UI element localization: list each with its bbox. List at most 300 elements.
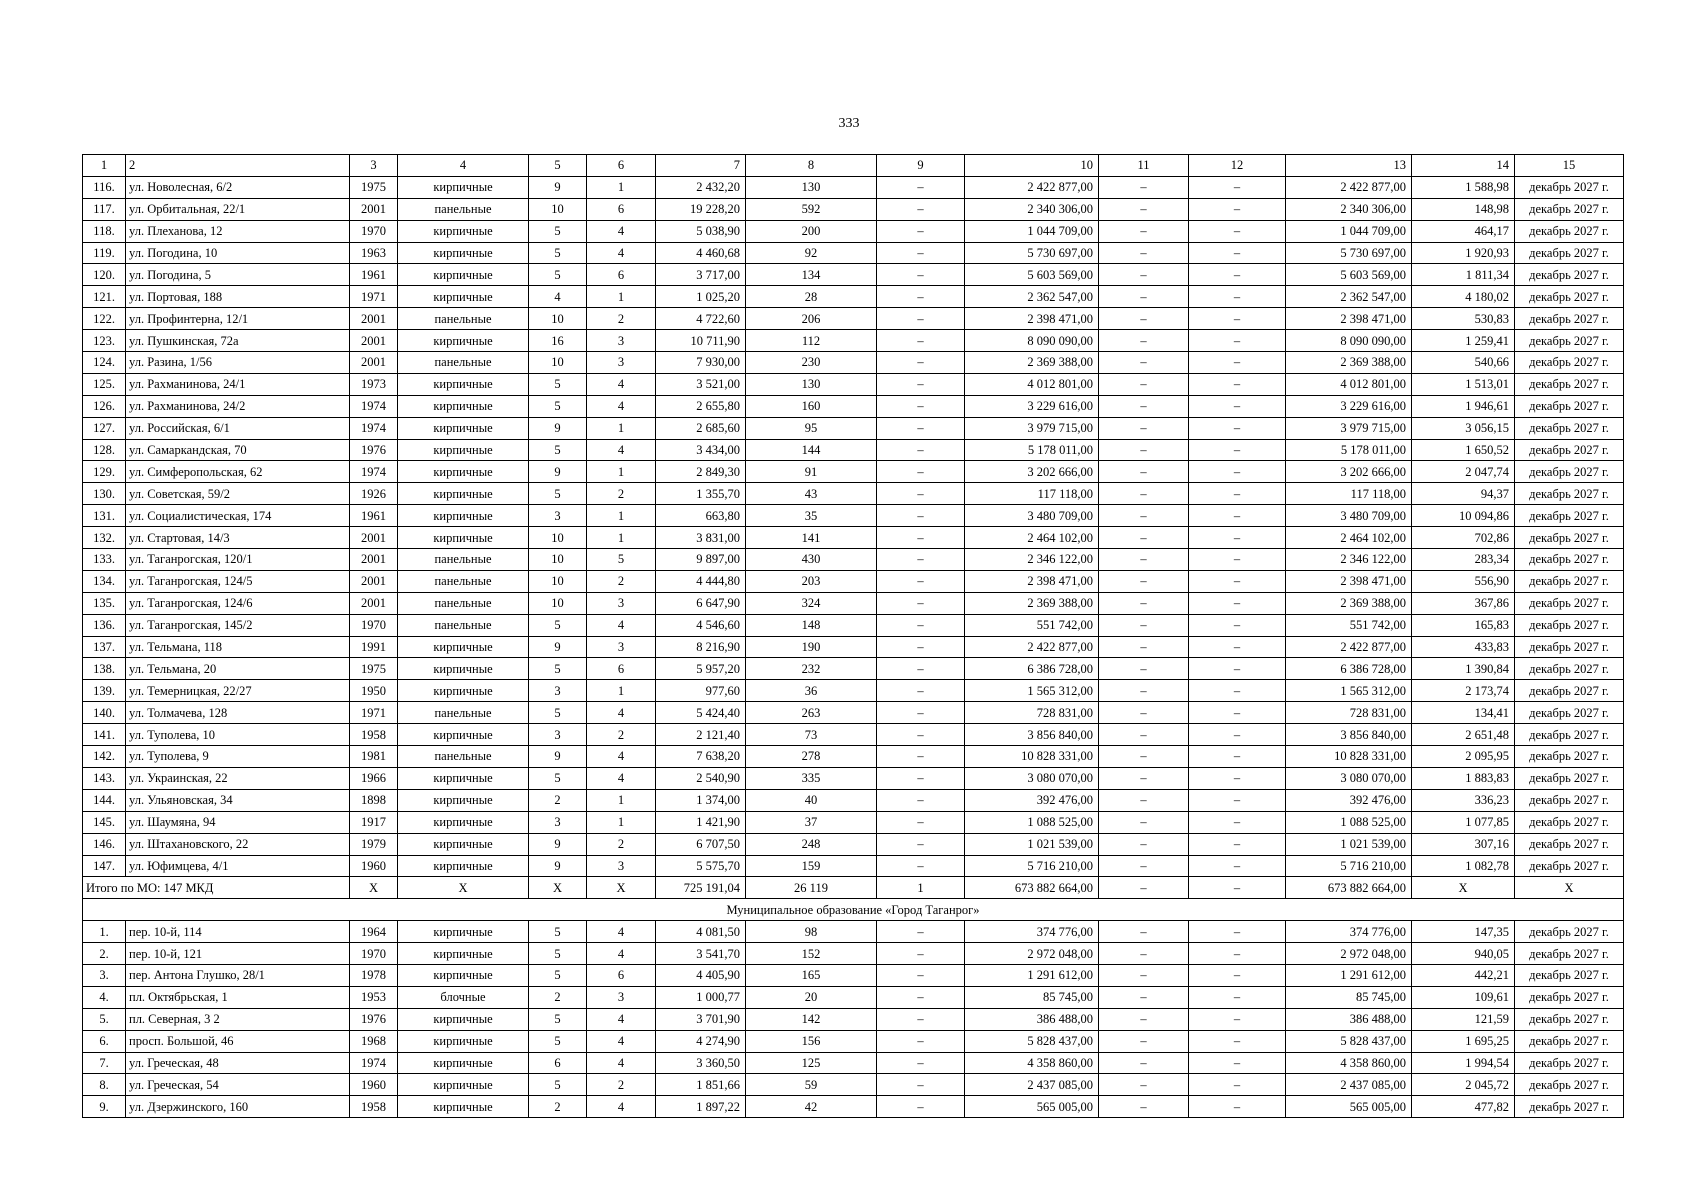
table-cell: декабрь 2027 г. <box>1515 505 1624 527</box>
table-cell: 3 831,00 <box>656 527 746 549</box>
table-cell: 2 422 877,00 <box>1286 176 1412 198</box>
table-row <box>83 658 1624 680</box>
table-cell: 5 038,90 <box>656 220 746 242</box>
table-cell: 5 <box>529 155 587 177</box>
table-cell: ул. Дзержинского, 160 <box>126 1096 350 1118</box>
table-cell: ул. Юфимцева, 4/1 <box>126 855 350 877</box>
table-cell: 2 095,95 <box>1412 746 1515 768</box>
table-cell: 1 <box>587 505 656 527</box>
table-cell: 1 421,90 <box>656 811 746 833</box>
table-cell: 4 <box>587 1030 656 1052</box>
table-cell: 128. <box>83 439 126 461</box>
table-cell: 2 173,74 <box>1412 680 1515 702</box>
table-cell: 1 000,77 <box>656 986 746 1008</box>
table-cell: 120. <box>83 264 126 286</box>
table-cell: 7 930,00 <box>656 352 746 374</box>
table-cell: – <box>877 746 965 768</box>
table-cell: 4 546,60 <box>656 614 746 636</box>
table-cell: 132. <box>83 527 126 549</box>
table-cell: 386 488,00 <box>1286 1008 1412 1030</box>
table-cell: 5 603 569,00 <box>1286 264 1412 286</box>
table-cell: ул. Греческая, 54 <box>126 1074 350 1096</box>
table-cell: 206 <box>746 308 877 330</box>
table-cell: 5 <box>587 549 656 571</box>
table-cell: декабрь 2027 г. <box>1515 461 1624 483</box>
table-cell: 10 828 331,00 <box>965 746 1099 768</box>
table-cell: – <box>1189 220 1286 242</box>
table-cell: ул. Таганрогская, 124/5 <box>126 570 350 592</box>
table-cell: 4 358 860,00 <box>965 1052 1099 1074</box>
table-cell: X <box>398 877 529 899</box>
table-cell: декабрь 2027 г. <box>1515 680 1624 702</box>
table-cell: 91 <box>746 461 877 483</box>
table-cell: – <box>1099 789 1189 811</box>
table-cell: 940,05 <box>1412 943 1515 965</box>
table-cell: 1 811,34 <box>1412 264 1515 286</box>
table-cell: 130 <box>746 176 877 198</box>
table-cell: 2 369 388,00 <box>1286 592 1412 614</box>
table-cell: 1976 <box>350 439 398 461</box>
table-cell: 3 480 709,00 <box>1286 505 1412 527</box>
table-cell: – <box>877 964 965 986</box>
table-cell: 131. <box>83 505 126 527</box>
table-cell: 43 <box>746 483 877 505</box>
table-cell: – <box>1189 264 1286 286</box>
table-cell: X <box>1412 877 1515 899</box>
table-cell: 13 <box>1286 155 1412 177</box>
table-cell: – <box>1099 395 1189 417</box>
table-cell: 144 <box>746 439 877 461</box>
table-cell: 2 972 048,00 <box>1286 943 1412 965</box>
table-cell: – <box>1099 1008 1189 1030</box>
table-cell: кирпичные <box>398 811 529 833</box>
table-cell: – <box>1189 724 1286 746</box>
table-cell: 1974 <box>350 1052 398 1074</box>
table-cell: 5 <box>529 373 587 395</box>
table-cell: – <box>877 395 965 417</box>
table-cell: – <box>877 1030 965 1052</box>
table-cell: декабрь 2027 г. <box>1515 964 1624 986</box>
table-cell: – <box>877 220 965 242</box>
table-cell: декабрь 2027 г. <box>1515 702 1624 724</box>
table-cell: 7. <box>83 1052 126 1074</box>
table-cell: 1 291 612,00 <box>1286 964 1412 986</box>
table-cell: 3 <box>350 155 398 177</box>
table-cell: 5 <box>529 242 587 264</box>
table-row <box>83 1008 1624 1030</box>
table-cell: 1963 <box>350 242 398 264</box>
table-cell: 3 434,00 <box>656 439 746 461</box>
table-cell: – <box>1099 658 1189 680</box>
table-cell: пер. 10-й, 121 <box>126 943 350 965</box>
table-cell: 2 464 102,00 <box>965 527 1099 549</box>
table-cell: – <box>1189 964 1286 986</box>
table-cell: 2 464 102,00 <box>1286 527 1412 549</box>
table-cell: – <box>1099 198 1189 220</box>
table-cell: кирпичные <box>398 1030 529 1052</box>
table-row <box>83 483 1624 505</box>
table-cell: 9 <box>529 855 587 877</box>
table-cell: ул. Разина, 1/56 <box>126 352 350 374</box>
table-cell: декабрь 2027 г. <box>1515 570 1624 592</box>
table-cell: 1971 <box>350 286 398 308</box>
table-cell: 2001 <box>350 352 398 374</box>
table-cell: 5 <box>529 264 587 286</box>
table-cell: кирпичные <box>398 680 529 702</box>
table-cell: 2 398 471,00 <box>965 570 1099 592</box>
table-cell: 392 476,00 <box>965 789 1099 811</box>
table-cell: 136. <box>83 614 126 636</box>
table-cell: 2 <box>529 1096 587 1118</box>
table-row <box>83 636 1624 658</box>
table-cell: 10 094,86 <box>1412 505 1515 527</box>
table-cell: 1991 <box>350 636 398 658</box>
table-cell: 430 <box>746 549 877 571</box>
table-cell: 324 <box>746 592 877 614</box>
table-cell: – <box>1189 461 1286 483</box>
table-cell: 1 851,66 <box>656 1074 746 1096</box>
table-cell: – <box>1189 746 1286 768</box>
table-cell: панельные <box>398 549 529 571</box>
table-cell: декабрь 2027 г. <box>1515 592 1624 614</box>
table-cell: – <box>1189 789 1286 811</box>
table-cell: 122. <box>83 308 126 330</box>
table-cell: ул. Симферопольская, 62 <box>126 461 350 483</box>
table-cell: кирпичные <box>398 505 529 527</box>
table-cell: 1 <box>83 155 126 177</box>
table-cell: – <box>1189 1096 1286 1118</box>
table-cell: 2 346 122,00 <box>1286 549 1412 571</box>
table-cell: – <box>1189 373 1286 395</box>
table-row <box>83 746 1624 768</box>
table-cell: – <box>1099 373 1189 395</box>
table-cell: 144. <box>83 789 126 811</box>
table-cell: 1973 <box>350 373 398 395</box>
table-cell: 119. <box>83 242 126 264</box>
table-cell: 14 <box>1412 155 1515 177</box>
table-cell: 35 <box>746 505 877 527</box>
table-cell: 137. <box>83 636 126 658</box>
table-cell: 2001 <box>350 549 398 571</box>
table-cell: 551 742,00 <box>1286 614 1412 636</box>
table-cell: 6 386 728,00 <box>1286 658 1412 680</box>
table-cell: – <box>1099 461 1189 483</box>
table-cell: декабрь 2027 г. <box>1515 242 1624 264</box>
table-cell: 5 <box>529 1074 587 1096</box>
table-cell: 592 <box>746 198 877 220</box>
table-cell: 1 044 709,00 <box>1286 220 1412 242</box>
table-row <box>83 789 1624 811</box>
table-cell: 2 437 085,00 <box>965 1074 1099 1096</box>
table-cell: 10 <box>529 308 587 330</box>
table-cell: 1970 <box>350 943 398 965</box>
table-cell: 2 <box>587 724 656 746</box>
table-cell: 4. <box>83 986 126 1008</box>
table-cell: 5 178 011,00 <box>1286 439 1412 461</box>
table-row <box>83 592 1624 614</box>
table-cell: панельные <box>398 746 529 768</box>
table-cell: кирпичные <box>398 1008 529 1030</box>
table-cell: 4 012 801,00 <box>965 373 1099 395</box>
table-cell: – <box>1189 549 1286 571</box>
table-cell: – <box>1189 330 1286 352</box>
table-cell: панельные <box>398 570 529 592</box>
table-cell: X <box>1515 877 1624 899</box>
table-cell: 1 588,98 <box>1412 176 1515 198</box>
table-cell: 4 <box>587 220 656 242</box>
table-cell: 7 <box>656 155 746 177</box>
table-cell: – <box>1189 680 1286 702</box>
table-cell: – <box>877 527 965 549</box>
table-cell: 5 <box>529 483 587 505</box>
table-cell: – <box>877 417 965 439</box>
table-cell: декабрь 2027 г. <box>1515 855 1624 877</box>
table-cell: 5 828 437,00 <box>1286 1030 1412 1052</box>
table-cell: 98 <box>746 921 877 943</box>
table-cell: 2001 <box>350 330 398 352</box>
table-cell: 42 <box>746 1096 877 1118</box>
table-cell: кирпичные <box>398 964 529 986</box>
table-cell: 3 202 666,00 <box>1286 461 1412 483</box>
table-cell: – <box>877 614 965 636</box>
table-cell: 1 897,22 <box>656 1096 746 1118</box>
table-cell: 6 <box>587 264 656 286</box>
table-cell: 2 398 471,00 <box>965 308 1099 330</box>
table-cell: 5 <box>529 964 587 986</box>
table-cell: 248 <box>746 833 877 855</box>
table-cell: 94,37 <box>1412 483 1515 505</box>
table-row <box>83 439 1624 461</box>
table-cell: 5 <box>529 658 587 680</box>
table-cell: 1 883,83 <box>1412 767 1515 789</box>
table-cell: 335 <box>746 767 877 789</box>
table-cell: – <box>1189 1008 1286 1030</box>
table-cell: декабрь 2027 г. <box>1515 176 1624 198</box>
table-cell: 109,61 <box>1412 986 1515 1008</box>
table-cell: 3 <box>587 986 656 1008</box>
table-cell: – <box>1189 855 1286 877</box>
table-cell: – <box>877 636 965 658</box>
table-cell: 37 <box>746 811 877 833</box>
table-cell: – <box>1099 527 1189 549</box>
table-cell: 6 <box>529 1052 587 1074</box>
table-cell: пл. Северная, 3 2 <box>126 1008 350 1030</box>
table-cell: ул. Штахановского, 22 <box>126 833 350 855</box>
table-cell: 8 090 090,00 <box>965 330 1099 352</box>
table-cell: – <box>1099 1030 1189 1052</box>
table-cell: 3 856 840,00 <box>965 724 1099 746</box>
table-cell: 26 119 <box>746 877 877 899</box>
table-cell: 1 <box>877 877 965 899</box>
table-cell: декабрь 2027 г. <box>1515 986 1624 1008</box>
table-cell: 1 <box>587 789 656 811</box>
table-cell: X <box>350 877 398 899</box>
table-cell: 4 722,60 <box>656 308 746 330</box>
table-cell: 374 776,00 <box>965 921 1099 943</box>
table-cell: 4 <box>587 1096 656 1118</box>
table-row <box>83 527 1624 549</box>
table-cell: 4 <box>587 767 656 789</box>
table-cell: – <box>877 505 965 527</box>
table-cell: декабрь 2027 г. <box>1515 549 1624 571</box>
table-cell: – <box>1189 811 1286 833</box>
table-cell: – <box>1099 811 1189 833</box>
table-cell: 1 021 539,00 <box>965 833 1099 855</box>
table-cell: 2 <box>529 789 587 811</box>
table-cell: 1 259,41 <box>1412 330 1515 352</box>
table-cell: 85 745,00 <box>1286 986 1412 1008</box>
table-cell: панельные <box>398 198 529 220</box>
table-cell: 2 972 048,00 <box>965 943 1099 965</box>
table-cell: – <box>1189 1052 1286 1074</box>
table-cell: 117. <box>83 198 126 220</box>
table-cell: – <box>877 483 965 505</box>
table-cell: 1 650,52 <box>1412 439 1515 461</box>
table-cell: 2 651,48 <box>1412 724 1515 746</box>
table-cell: 10 711,90 <box>656 330 746 352</box>
table-cell: ул. Шаумяна, 94 <box>126 811 350 833</box>
table-cell: – <box>1099 724 1189 746</box>
table-cell: – <box>1099 286 1189 308</box>
table-cell: 1 513,01 <box>1412 373 1515 395</box>
table-cell: 263 <box>746 702 877 724</box>
table-cell: 9 897,00 <box>656 549 746 571</box>
table-cell: пер. Антона Глушко, 28/1 <box>126 964 350 986</box>
table-cell: 367,86 <box>1412 592 1515 614</box>
table-cell: 135. <box>83 592 126 614</box>
table-cell: 1950 <box>350 680 398 702</box>
table-cell: 1974 <box>350 461 398 483</box>
table-cell: 1 088 525,00 <box>965 811 1099 833</box>
table-cell: декабрь 2027 г. <box>1515 811 1624 833</box>
table-cell: 3. <box>83 964 126 986</box>
table-cell: 6 386 728,00 <box>965 658 1099 680</box>
table-cell: 1 <box>587 176 656 198</box>
table-cell: 4 444,80 <box>656 570 746 592</box>
table-cell: 10 <box>965 155 1099 177</box>
table-cell: 160 <box>746 395 877 417</box>
table-cell: – <box>1189 1074 1286 1096</box>
table-cell: 10 828 331,00 <box>1286 746 1412 768</box>
table-cell: 230 <box>746 352 877 374</box>
table-cell: – <box>877 461 965 483</box>
table-cell: декабрь 2027 г. <box>1515 921 1624 943</box>
table-cell: 565 005,00 <box>1286 1096 1412 1118</box>
table-cell: 4 <box>587 242 656 264</box>
table-cell: – <box>1099 767 1189 789</box>
table-cell: 2 346 122,00 <box>965 549 1099 571</box>
table-cell: 433,83 <box>1412 636 1515 658</box>
table-cell: 146. <box>83 833 126 855</box>
table-cell: 336,23 <box>1412 789 1515 811</box>
table-cell: 4 <box>587 395 656 417</box>
table-cell: 6. <box>83 1030 126 1052</box>
table-cell: пер. 10-й, 114 <box>126 921 350 943</box>
table-cell: 4 <box>587 746 656 768</box>
table-cell: ул. Темерницкая, 22/27 <box>126 680 350 702</box>
table-cell: кирпичные <box>398 789 529 811</box>
table-cell: 1961 <box>350 264 398 286</box>
table-cell: 5 828 437,00 <box>965 1030 1099 1052</box>
table-cell: 3 229 616,00 <box>1286 395 1412 417</box>
table-cell: 1958 <box>350 724 398 746</box>
table-row <box>83 1030 1624 1052</box>
table-cell: 1966 <box>350 767 398 789</box>
table-cell: ул. Таганрогская, 120/1 <box>126 549 350 571</box>
table-cell: панельные <box>398 614 529 636</box>
table-cell: – <box>1099 636 1189 658</box>
table-cell: 2. <box>83 943 126 965</box>
table-cell: 477,82 <box>1412 1096 1515 1118</box>
table-cell: – <box>1189 943 1286 965</box>
table-cell: 386 488,00 <box>965 1008 1099 1030</box>
table-cell: кирпичные <box>398 220 529 242</box>
table-cell: 3 717,00 <box>656 264 746 286</box>
table-cell: декабрь 2027 г. <box>1515 636 1624 658</box>
table-cell: кирпичные <box>398 264 529 286</box>
table-cell: 2 369 388,00 <box>1286 352 1412 374</box>
page-number: 333 <box>838 116 860 131</box>
table-cell: 125 <box>746 1052 877 1074</box>
table-row <box>83 395 1624 417</box>
table-cell: 9 <box>529 176 587 198</box>
table-cell: 159 <box>746 855 877 877</box>
table-cell: 3 <box>529 505 587 527</box>
table-cell: декабрь 2027 г. <box>1515 220 1624 242</box>
table-cell: 673 882 664,00 <box>965 877 1099 899</box>
table-cell: 130. <box>83 483 126 505</box>
table-cell: панельные <box>398 702 529 724</box>
table-cell: – <box>1189 570 1286 592</box>
table-cell: 133. <box>83 549 126 571</box>
table-cell: 1970 <box>350 220 398 242</box>
table-cell: – <box>877 264 965 286</box>
table-cell: 307,16 <box>1412 833 1515 855</box>
table-cell: – <box>1189 592 1286 614</box>
table-cell: – <box>1099 833 1189 855</box>
table-cell: – <box>1189 921 1286 943</box>
table-cell: 10 <box>529 549 587 571</box>
table-cell: 1. <box>83 921 126 943</box>
table-row <box>83 461 1624 483</box>
table-cell: 2 <box>587 483 656 505</box>
table-cell: 1 355,70 <box>656 483 746 505</box>
table-cell: 15 <box>1515 155 1624 177</box>
table-cell: – <box>1189 986 1286 1008</box>
total-row <box>83 877 1624 899</box>
table-cell: декабрь 2027 г. <box>1515 198 1624 220</box>
table-cell: ул. Стартовая, 14/3 <box>126 527 350 549</box>
table-cell: 6 <box>587 658 656 680</box>
table-cell: декабрь 2027 г. <box>1515 264 1624 286</box>
table-cell: – <box>1189 505 1286 527</box>
table-cell: 2001 <box>350 198 398 220</box>
table-cell: 5. <box>83 1008 126 1030</box>
table-cell: 73 <box>746 724 877 746</box>
table-cell: 2 398 471,00 <box>1286 570 1412 592</box>
table-cell: – <box>877 198 965 220</box>
table-cell: – <box>1099 1052 1189 1074</box>
table-cell: 3 229 616,00 <box>965 395 1099 417</box>
table-cell: 200 <box>746 220 877 242</box>
table-cell: декабрь 2027 г. <box>1515 483 1624 505</box>
table-cell: – <box>1099 1096 1189 1118</box>
table-cell: 1974 <box>350 417 398 439</box>
table-cell: X <box>587 877 656 899</box>
table-cell: 6 <box>587 964 656 986</box>
table-cell: 663,80 <box>656 505 746 527</box>
table-cell: – <box>1099 877 1189 899</box>
